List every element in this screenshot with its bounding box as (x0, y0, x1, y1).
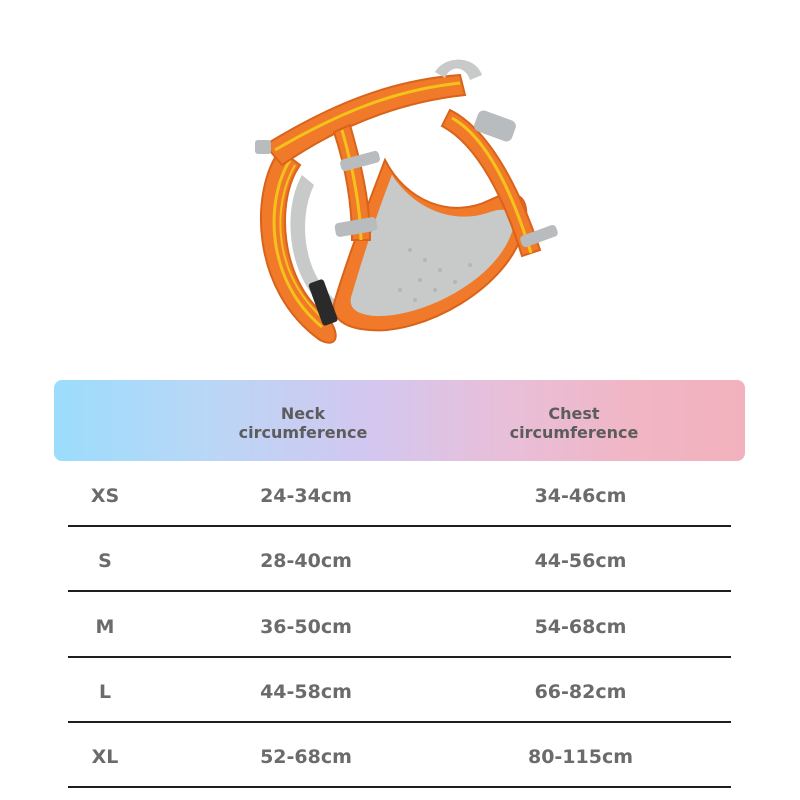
dog-harness-image (220, 50, 600, 360)
chest-circumference-header (464, 404, 684, 442)
neck-value: 24-34cm (260, 485, 352, 507)
chest-value: 80-115cm (527, 746, 634, 768)
size-row-l (68, 659, 731, 723)
row-divider (68, 590, 731, 592)
neck-value: 28-40cm (260, 550, 352, 572)
size-label: XS (90, 485, 120, 507)
size-row-xs (68, 463, 731, 527)
neck-value: 36-50cm (260, 616, 352, 638)
row-divider (68, 786, 731, 788)
chest-header-line1: Chest (548, 404, 600, 423)
chest-value: 54-68cm (534, 616, 627, 638)
size-row-xl (68, 724, 731, 788)
neck-value: 52-68cm (260, 746, 352, 768)
size-row-m (68, 594, 731, 658)
neck-header-line1: Neck (280, 404, 326, 423)
chest-value: 44-56cm (534, 550, 627, 572)
size-label: XL (91, 746, 119, 768)
neck-value: 44-58cm (260, 681, 352, 703)
chest-value: 66-82cm (534, 681, 627, 703)
chest-header-line2: circumference (509, 423, 639, 442)
row-divider (68, 656, 731, 658)
size-label: L (98, 681, 112, 703)
size-label: S (98, 550, 112, 572)
size-label: M (95, 616, 115, 638)
neck-header-line2: circumference (238, 423, 368, 442)
row-divider (68, 525, 731, 527)
neck-circumference-header (193, 404, 413, 442)
chest-value: 34-46cm (534, 485, 627, 507)
size-row-s (68, 528, 731, 592)
row-divider (68, 721, 731, 723)
